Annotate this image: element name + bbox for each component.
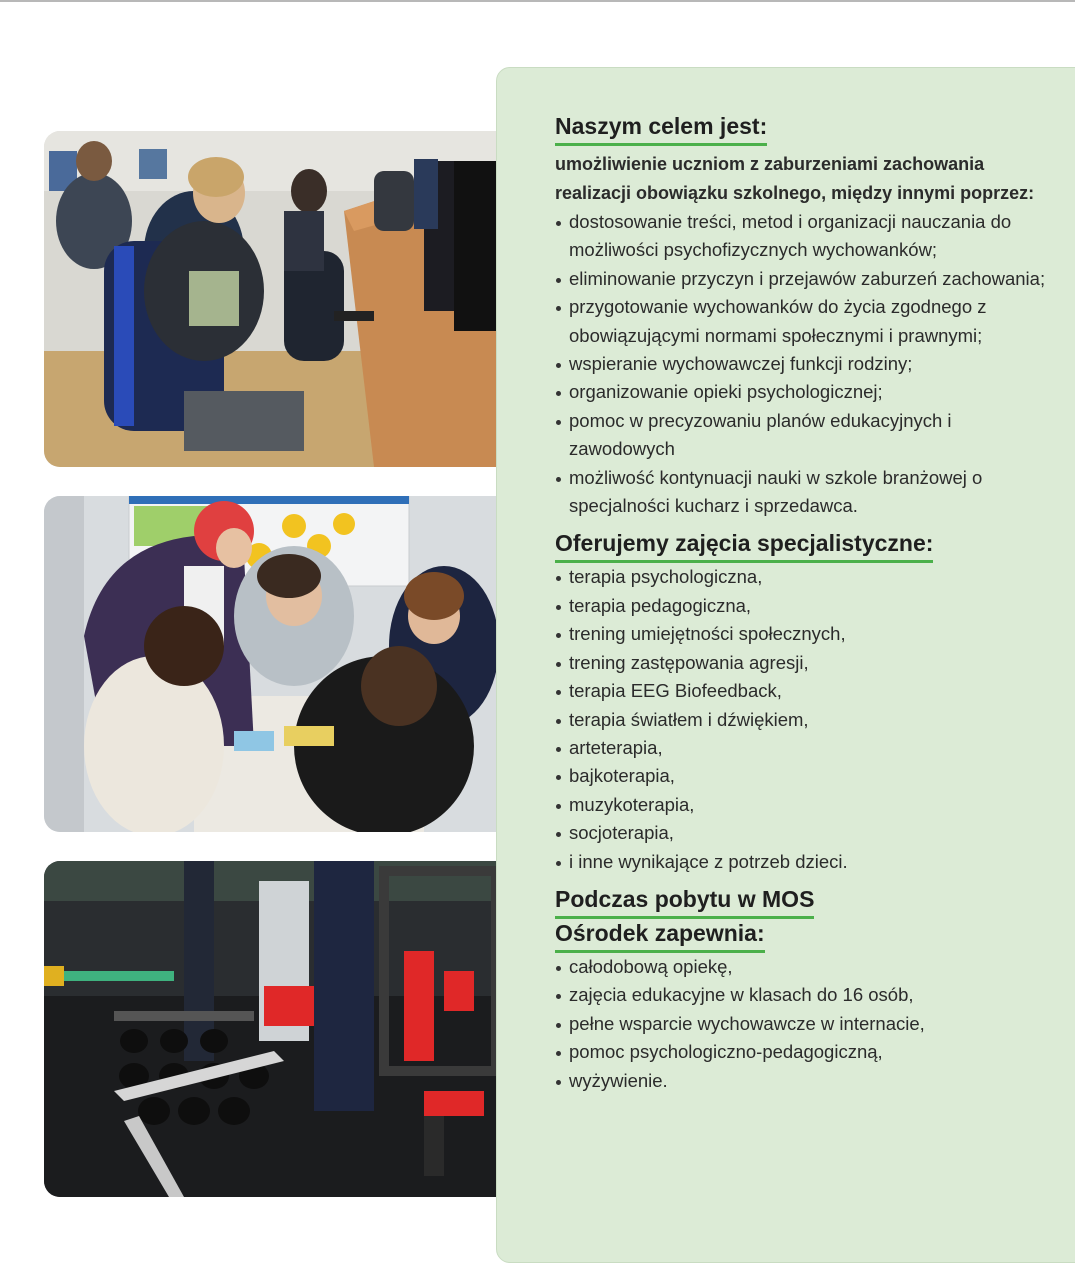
section-provides [555,885,1055,1095]
list-item: i inne wynikające z potrzeb dzieci. [555,848,1055,876]
list-item: terapia światłem i dźwiękiem, [555,706,1055,734]
list-item: dostosowanie treści, metod i organizacji nauczania do możliwości psychofizycznych wychowanków; [555,208,1055,265]
goals-heading: Naszym celem jest: [555,112,767,146]
list-item: pomoc w precyzowaniu planów edukacyjnych i zawodowych [555,407,1055,464]
list-item: trening zastępowania agresji, [555,649,1055,677]
info-content [555,112,1055,1095]
goals-list [555,208,1055,520]
photo-computer-lab [44,131,496,467]
list-item: pełne wsparcie wychowawcze w internacie, [555,1010,1055,1038]
list-item: terapia pedagogiczna, [555,592,1055,620]
list-item: wyżywienie. [555,1067,1055,1095]
list-item: bajkoterapia, [555,762,1055,790]
provides-heading-line1: Podczas pobytu w MOS [555,885,814,919]
section-goals [555,112,1055,520]
goals-intro: umożliwienie uczniom z zaburzeniami zachowania realizacji obowiązku szkolnego, między innymi poprzez: [555,154,1035,203]
photo-classroom-group [44,496,496,832]
list-item: całodobową opiekę, [555,953,1055,981]
list-item: eliminowanie przyczyn i przejawów zaburzeń zachowania; [555,265,1055,293]
list-item: terapia psychologiczna, [555,563,1055,591]
list-item: arteterapia, [555,734,1055,762]
list-item: muzykoterapia, [555,791,1055,819]
list-item: organizowanie opieki psychologicznej; [555,378,1055,406]
provides-heading-line2: Ośrodek zapewnia: [555,919,765,953]
list-item: socjoterapia, [555,819,1055,847]
section-therapies [555,529,1055,875]
list-item: możliwość kontynuacji nauki w szkole branżowej o specjalności kucharz i sprzedawca. [555,464,1055,521]
list-item: wspieranie wychowawczej funkcji rodziny; [555,350,1055,378]
list-item: przygotowanie wychowanków do życia zgodnego z obowiązującymi normami społecznymi i prawnymi; [555,293,1055,350]
therapies-heading: Oferujemy zajęcia specjalistyczne: [555,529,933,563]
list-item: trening umiejętności społecznych, [555,620,1055,648]
list-item: zajęcia edukacyjne w klasach do 16 osób, [555,981,1055,1009]
provides-list [555,953,1055,1095]
list-item: pomoc psychologiczno-pedagogiczną, [555,1038,1055,1066]
list-item: terapia EEG Biofeedback, [555,677,1055,705]
photo-gym [44,861,496,1197]
top-rule [0,0,1075,2]
therapies-list [555,563,1055,875]
